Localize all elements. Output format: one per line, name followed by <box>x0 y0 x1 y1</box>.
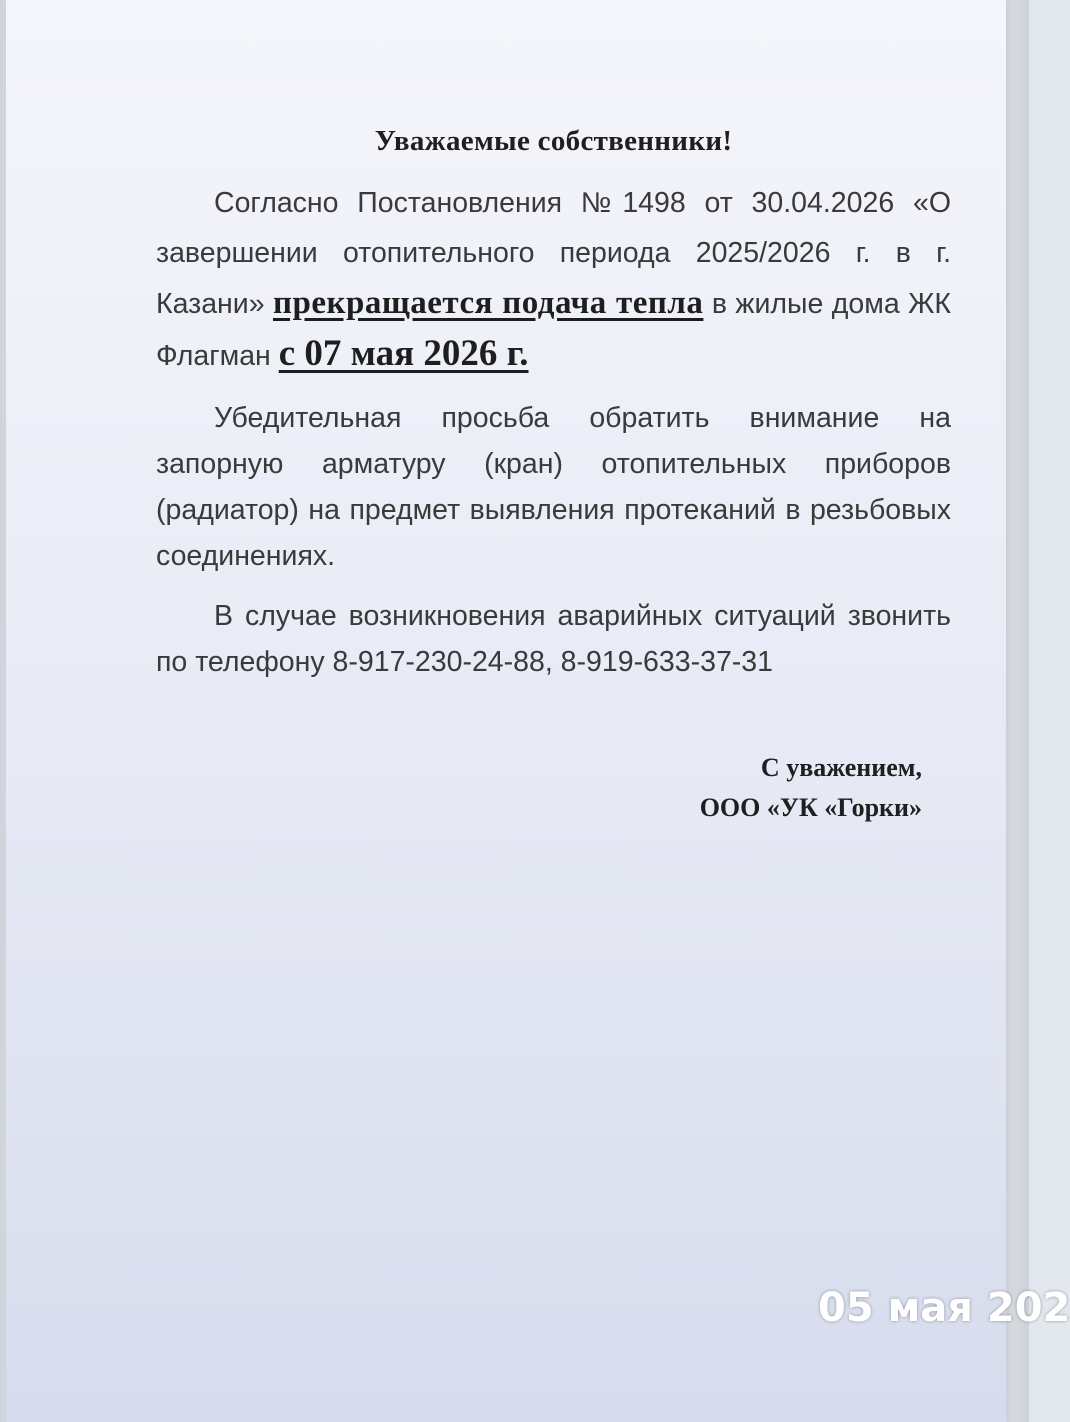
highlight-heating-stops: прекращается подача тепла <box>272 285 704 321</box>
highlight-date: с 07 мая 2026 г. <box>278 333 529 374</box>
paragraph-text: в жилые дома ЖК Флагман <box>156 288 952 372</box>
background-right <box>1003 0 1029 1422</box>
signature-block <box>700 748 922 828</box>
paper-sheet <box>6 0 1006 1422</box>
notice-heading: Уважаемые собственники! <box>374 125 733 157</box>
paragraph-emergency-contacts: В случае возникновения аварийных ситуаций звонить по телефону 8-917-230-24-88, 8-919-633-37-31 <box>156 600 951 678</box>
signature-company: ООО «УК «Горки» <box>699 793 922 822</box>
paragraph-text: Согласно Постановления №1498 от 30.04.2026 «О завершении отопительного периода 2025/2026 г. в г. Казани» <box>156 187 951 320</box>
notice-body <box>156 125 951 685</box>
signature-greeting: С уважением, <box>760 753 922 782</box>
photo-date-stamp: 05 мая 202 <box>818 1285 1070 1331</box>
paragraph-heating-stop <box>156 178 951 381</box>
paragraph-check-valves: Убедительная просьба обратить внимание на запорную арматуру (кран) отопительных приборов (радиатор) на предмет выявления протеканий в резьбовых соединениях. <box>156 402 951 572</box>
